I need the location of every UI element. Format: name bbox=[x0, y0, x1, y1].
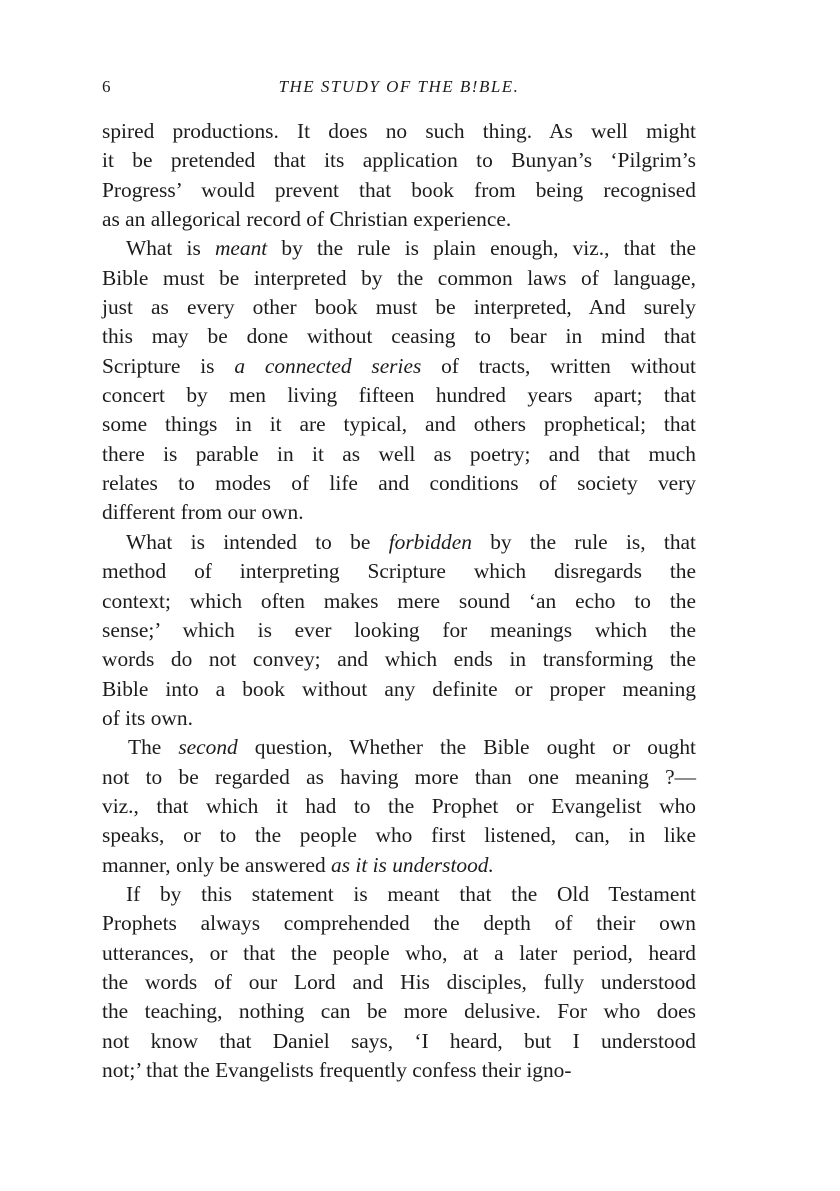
text-run: by the rule is, that bbox=[471, 529, 696, 554]
italic-phrase: forbidden bbox=[388, 529, 472, 554]
paragraph bbox=[102, 528, 696, 733]
text-line bbox=[102, 880, 696, 909]
text-run: Bible into a book without any definite or proper meaning bbox=[102, 676, 696, 701]
text-run: some things in it are typical, and others prophetical; that bbox=[102, 412, 696, 437]
text-run: sense;’ which is ever looking for meanings which the bbox=[102, 617, 696, 642]
text-line bbox=[102, 264, 696, 293]
paragraph bbox=[102, 733, 696, 880]
text-run: not know that Daniel says, ‘I heard, but I understood bbox=[102, 1028, 696, 1053]
running-title: THE STUDY OF THE B!BLE. bbox=[278, 77, 520, 96]
text-run: as an allegorical record of Christian experience. bbox=[102, 207, 512, 232]
text-line bbox=[102, 293, 696, 322]
paragraph bbox=[102, 117, 696, 234]
text-line bbox=[102, 557, 696, 586]
text-line bbox=[102, 410, 696, 439]
italic-phrase: meant bbox=[214, 236, 268, 261]
text-line bbox=[102, 909, 696, 938]
text-run: What is bbox=[126, 236, 215, 261]
text-run: concert by men living fifteen hundred years apart; that bbox=[102, 383, 696, 408]
italic-phrase: as it is understood. bbox=[331, 852, 494, 877]
text-run: If by this statement is meant that the Old Testament bbox=[126, 881, 696, 906]
text-line bbox=[102, 997, 696, 1026]
text-line bbox=[102, 381, 696, 410]
text-run: the words of our Lord and His disciples, fully understood bbox=[102, 969, 696, 994]
text-run: utterances, or that the people who, at a later period, heard bbox=[102, 940, 696, 965]
text-run: Progress’ would prevent that book from being recognised bbox=[102, 177, 696, 202]
text-line bbox=[102, 176, 696, 205]
text-run: relates to modes of life and conditions of society very bbox=[102, 471, 696, 496]
text-line bbox=[102, 440, 696, 469]
text-run: it be pretended that its application to Bunyan’s ‘Pilgrim’s bbox=[102, 148, 696, 173]
text-run: not to be regarded as having more than one meaning ?— bbox=[102, 764, 696, 789]
text-run: just as every other book must be interpreted, And surely bbox=[102, 295, 696, 320]
text-run: of its own. bbox=[102, 705, 193, 730]
text-line bbox=[102, 704, 696, 733]
text-line bbox=[102, 645, 696, 674]
paragraph bbox=[102, 880, 696, 1085]
text-run: of tracts, written without bbox=[421, 353, 697, 378]
text-run: question, Whether the Bible ought or ought bbox=[237, 735, 696, 760]
text-line bbox=[102, 763, 696, 792]
body-text bbox=[102, 117, 696, 1085]
text-line bbox=[102, 968, 696, 997]
text-line bbox=[102, 528, 696, 557]
text-line bbox=[102, 939, 696, 968]
text-run: the teaching, nothing can be more delusive. For who does bbox=[102, 999, 696, 1024]
text-line bbox=[102, 1027, 696, 1056]
text-run: manner, only be answered bbox=[102, 852, 332, 877]
text-run: speaks, or to the people who first listened, can, in like bbox=[102, 823, 696, 848]
text-line bbox=[102, 117, 696, 146]
text-line bbox=[102, 616, 696, 645]
text-line bbox=[102, 205, 696, 234]
text-run: by the rule is plain enough, viz., that the bbox=[267, 236, 696, 261]
text-run: not;’ that the Evangelists frequently confess their igno- bbox=[102, 1058, 572, 1082]
text-line bbox=[102, 1056, 696, 1085]
text-line bbox=[102, 792, 696, 821]
text-run: Prophets always comprehended the depth of their own bbox=[102, 911, 696, 936]
text-run: The bbox=[128, 735, 179, 760]
text-run: Scripture is bbox=[102, 353, 235, 378]
paragraph bbox=[102, 234, 696, 527]
text-line bbox=[102, 352, 696, 381]
italic-phrase: a connected series bbox=[234, 353, 422, 378]
text-run: there is parable in it as well as poetry; and that much bbox=[102, 441, 696, 466]
running-head bbox=[102, 77, 696, 101]
text-run: spired productions. It does no such thing. As well might bbox=[102, 119, 696, 143]
text-run: different from our own. bbox=[102, 500, 304, 525]
text-line bbox=[102, 498, 696, 527]
text-line bbox=[102, 469, 696, 498]
italic-phrase: second bbox=[178, 735, 238, 760]
text-line bbox=[102, 322, 696, 351]
text-run: context; which often makes mere sound ‘an echo to the bbox=[102, 588, 696, 613]
text-line bbox=[102, 587, 696, 616]
text-run: method of interpreting Scripture which disregards the bbox=[102, 559, 696, 584]
text-run: viz., that which it had to the Prophet or Evangelist who bbox=[102, 793, 696, 818]
page-number: 6 bbox=[102, 77, 111, 96]
text-line bbox=[102, 851, 696, 880]
text-run: What is intended to be bbox=[126, 529, 389, 554]
text-run: words do not convey; and which ends in transforming the bbox=[102, 647, 696, 672]
text-line bbox=[102, 821, 696, 850]
text-line bbox=[102, 675, 696, 704]
text-line bbox=[102, 234, 696, 263]
text-run: this may be done without ceasing to bear in mind that bbox=[102, 324, 696, 349]
text-line bbox=[102, 146, 696, 175]
text-run: Bible must be interpreted by the common laws of language, bbox=[102, 265, 696, 290]
text-line bbox=[102, 733, 696, 762]
